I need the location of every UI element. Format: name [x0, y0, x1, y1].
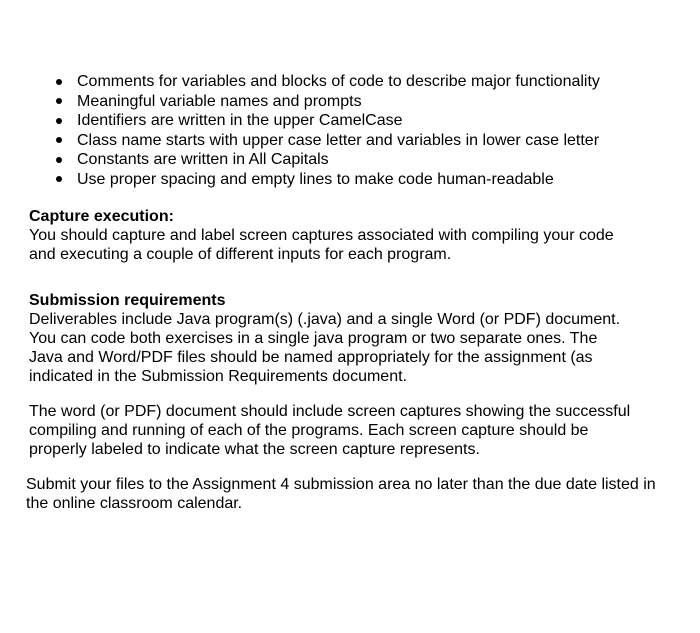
- bullet-icon: [56, 98, 62, 104]
- bullet-icon: [56, 118, 62, 124]
- bullet-text: Comments for variables and blocks of code to describe major functionality: [77, 73, 600, 90]
- list-item: [56, 111, 676, 131]
- bullet-text: Constants are written in All Capitals: [77, 151, 329, 168]
- submission-deliverables-text: Deliverables include Java program(s) (.java) and a single Word (or PDF) document. You can code both exercises in a single java program or two separate ones. The Java and Word/PDF files should be named appropriately for the assignment (as indicated in the Submission Requirements document.: [29, 311, 621, 385]
- capture-execution-section: [29, 207, 629, 264]
- capture-execution-heading: Capture execution:: [29, 208, 174, 225]
- word-document-section: [29, 402, 639, 459]
- bullet-text: Class name starts with upper case letter and variables in lower case letter: [77, 131, 600, 149]
- requirements-bullet-list: [56, 72, 676, 189]
- capture-execution-text: You should capture and label screen captures associated with compiling your code and executing a couple of different inputs for each program.: [29, 227, 614, 263]
- bullet-icon: [56, 176, 62, 182]
- list-item: [56, 131, 676, 151]
- bullet-text: Meaningful variable names and prompts: [77, 92, 362, 110]
- word-document-text: The word (or PDF) document should include screen captures showing the successful compiling and running of each of the programs. Each screen capture should be properly labeled to indicate what the screen capture represents.: [29, 403, 631, 458]
- submit-files-text: Submit your files to the Assignment 4 submission area no later than the due date listed in the online classroom calendar.: [26, 476, 656, 512]
- bullet-icon: [56, 137, 62, 143]
- list-item: [56, 92, 676, 112]
- list-item: [56, 170, 676, 190]
- list-item: [56, 72, 676, 92]
- bullet-icon: [56, 157, 62, 163]
- list-item: [56, 150, 676, 170]
- submission-requirements-heading: Submission requirements: [29, 292, 226, 309]
- submit-files-section: [26, 475, 656, 513]
- bullet-text: Use proper spacing and empty lines to make code human-readable: [77, 170, 554, 188]
- bullet-text: Identifiers are written in the upper CamelCase: [77, 112, 403, 129]
- bullet-icon: [56, 79, 62, 85]
- submission-requirements-section: [29, 291, 629, 386]
